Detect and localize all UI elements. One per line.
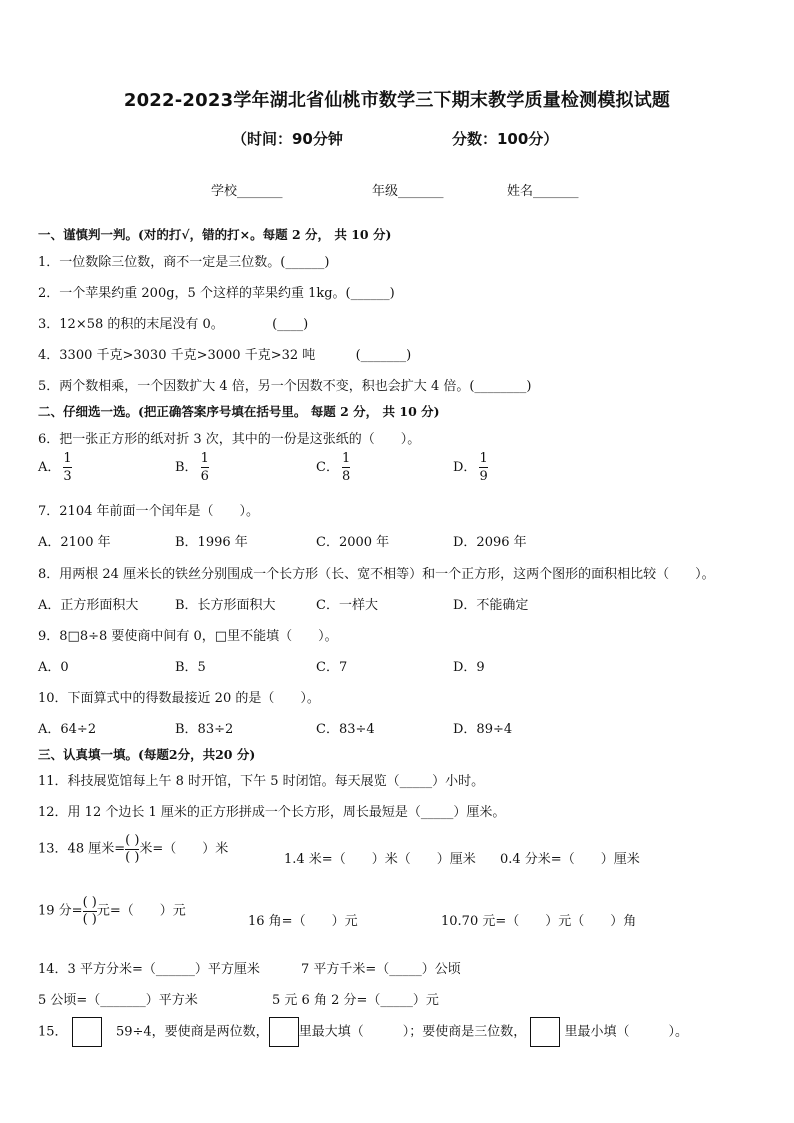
option-8b[interactable]: B．长方形面积大 — [175, 598, 276, 613]
question-7: 7．2104 年前面一个闰年是（ ）。 — [38, 504, 259, 519]
option-7c[interactable]: C．2000 年 — [316, 535, 390, 550]
question-13-e: 16 角=（ ）元 — [248, 914, 358, 929]
section-1-heading: 一、谨慎判一判。(对的打√，错的打×。每题 2 分， 共 10 分) — [38, 227, 392, 242]
option-6d[interactable]: D． $\frac{1}{9}$ — [453, 451, 488, 484]
question-3-blank[interactable]: (____) — [272, 317, 309, 332]
option-10a[interactable]: A．64÷2 — [38, 722, 97, 737]
question-10: 10．下面算式中的得数最接近 20 的是（ ）。 — [38, 691, 320, 706]
fraction-numerator: 1 — [200, 451, 209, 466]
page-title: 2022-2023学年湖北省仙桃市数学三下期末教学质量检测模拟试题 — [123, 90, 671, 111]
question-14-b: 7 平方千米=（_____）公顷 — [301, 962, 461, 977]
question-3 — [38, 313, 308, 332]
fraction-denominator: 8 — [341, 469, 351, 484]
question-13-f: 10.70 元=（ ）元（ ）角 — [441, 914, 637, 929]
option-9d[interactable]: D．9 — [453, 660, 485, 675]
section-2-heading: 二、仔细选一选。(把正确答案序号填在括号里。 每题 2 分， 共 10 分) — [38, 404, 440, 419]
blank-fraction-denominator[interactable]: ( ) — [125, 849, 140, 865]
option-9b[interactable]: B．5 — [175, 660, 206, 675]
question-14-a: 14．3 平方分米=（______）平方厘米 — [38, 962, 260, 977]
option-6c[interactable]: C． $\frac{1}{8}$ — [316, 451, 351, 484]
option-10b[interactable]: B．83÷2 — [175, 722, 234, 737]
question-13-line-1: 13．48 厘米= $\frac{( )}{( )}$ 米=（ ）米 — [38, 833, 229, 865]
fraction-denominator: 3 — [63, 469, 72, 484]
option-7a[interactable]: A．2100 年 — [38, 535, 111, 550]
option-7d[interactable]: D．2096 年 — [453, 535, 527, 550]
question-4 — [38, 344, 411, 363]
school-field[interactable]: 学校_______ — [211, 184, 283, 199]
question-5: 5．两个数相乘，一个因数扩大 4 倍，另一个因数不变，积也会扩大 4 倍。(________) — [38, 379, 532, 394]
fraction-denominator: 6 — [200, 469, 209, 484]
question-4-blank[interactable]: (_______) — [355, 348, 412, 363]
option-7b[interactable]: B．1996 年 — [175, 535, 248, 550]
time-limit: （时间：90分钟 — [232, 130, 343, 148]
section-3-heading: 三、认真填一填。(每题2分，共20 分) — [38, 747, 256, 762]
blank-fraction-numerator[interactable]: ( ) — [82, 895, 97, 910]
question-4-text: 4．3300 千克>3030 千克>3000 千克>32 吨 — [38, 348, 316, 363]
fraction-numerator: 1 — [479, 451, 488, 466]
question-13-c: 0.4 分米=（ ）厘米 — [500, 852, 640, 867]
option-6a[interactable]: A． $\frac{1}{3}$ — [38, 451, 72, 484]
option-9a[interactable]: A．0 — [38, 660, 69, 675]
question-12: 12．用 12 个边长 1 厘米的正方形拼成一个长方形，周长最短是（_____）厘米。 — [38, 805, 506, 820]
question-2: 2．一个苹果约重 200g，5 个这样的苹果约重 1kg。(______) — [38, 286, 395, 301]
option-8d[interactable]: D．不能确定 — [453, 598, 529, 613]
question-13-line-2: 19 分= $\frac{( )}{( )}$ 元=（ ）元 — [38, 895, 186, 927]
fraction-denominator: 9 — [479, 469, 488, 484]
option-6b[interactable]: B． $\frac{1}{6}$ — [175, 451, 209, 484]
total-score: 分数：100分） — [452, 130, 559, 148]
question-1: 1．一位数除三位数，商不一定是三位数。(______) — [38, 255, 330, 270]
answer-box-2[interactable] — [269, 1017, 299, 1047]
option-8a[interactable]: A．正方形面积大 — [38, 598, 139, 613]
question-13-b: 1.4 米=（ ）米（ ）厘米 — [284, 852, 476, 867]
question-3-text: 3．12×58 的积的末尾没有 0。 — [38, 317, 224, 332]
question-9: 9．8□8÷8 要使商中间有 0，□里不能填（ ）。 — [38, 629, 338, 644]
question-14-d: 5 元 6 角 2 分=（_____）元 — [272, 993, 439, 1008]
question-15: 15． 59÷4，要使商是两位数， 里最大填（ ）；要使商是三位数， 里最小填（ ）。 — [38, 1017, 688, 1047]
name-field[interactable]: 姓名_______ — [507, 184, 579, 199]
question-11: 11．科技展览馆每上午 8 时开馆，下午 5 时闭馆。每天展览（_____）小时。 — [38, 774, 485, 789]
grade-field[interactable]: 年级_______ — [372, 184, 444, 199]
question-14-c: 5 公顷=（_______）平方米 — [38, 993, 198, 1008]
answer-box-3[interactable] — [530, 1017, 560, 1047]
question-8: 8．用两根 24 厘米长的铁丝分别围成一个长方形（长、宽不相等）和一个正方形，这两个图形的面积相比较（ ）。 — [38, 567, 715, 582]
blank-fraction-numerator[interactable]: ( ) — [125, 833, 140, 848]
fraction-numerator: 1 — [63, 451, 72, 466]
question-6: 6．把一张正方形的纸对折 3 次，其中的一份是这张纸的（ ）。 — [38, 432, 421, 447]
answer-box-1[interactable] — [72, 1017, 102, 1047]
option-8c[interactable]: C．一样大 — [316, 598, 378, 613]
option-10c[interactable]: C．83÷4 — [316, 722, 375, 737]
fraction-numerator: 1 — [341, 451, 351, 466]
option-10d[interactable]: D．89÷4 — [453, 722, 513, 737]
blank-fraction-denominator[interactable]: ( ) — [82, 911, 97, 927]
option-9c[interactable]: C．7 — [316, 660, 348, 675]
